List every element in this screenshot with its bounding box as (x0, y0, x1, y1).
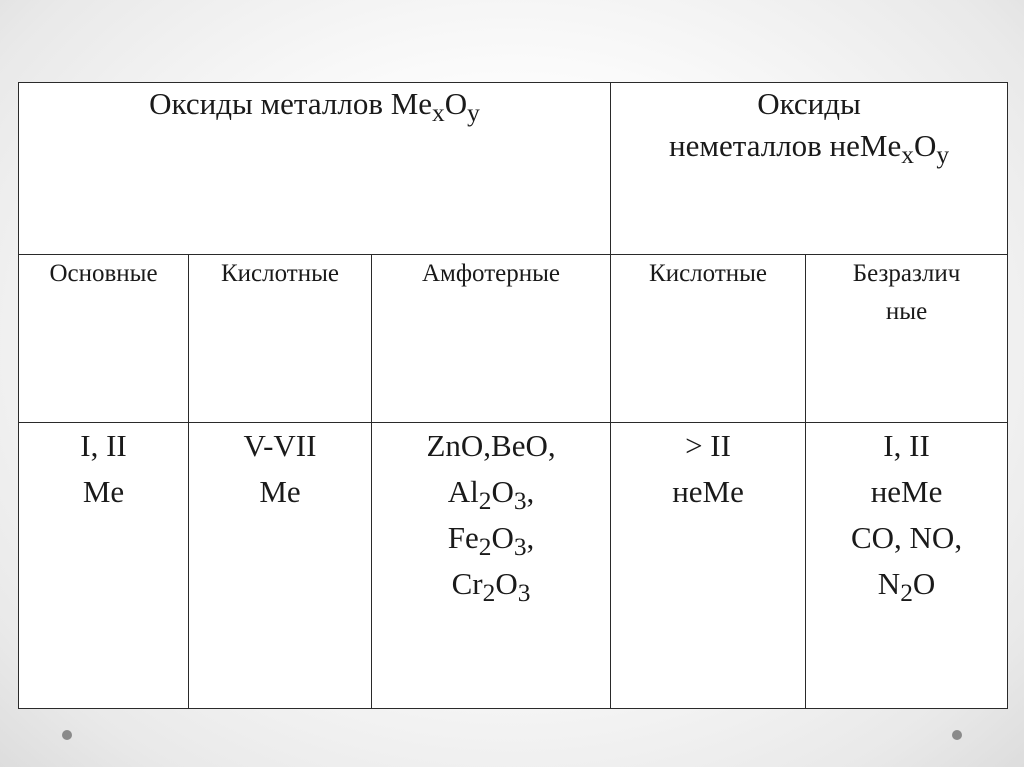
table-type-row (19, 255, 1008, 423)
right-decor-dot (952, 730, 962, 740)
type-basic: Основные (19, 255, 189, 423)
type-acidic-metal: Кислотные (189, 255, 372, 423)
value-amphoteric: ZnO,BeO, $Al_2O_3$, $Fe_2O_3$, $Cr_2O_3$ (372, 423, 611, 709)
type-acidic-nonmetal: Кислотные (611, 255, 806, 423)
table-value-row (19, 423, 1008, 709)
table-header-row (19, 83, 1008, 255)
value-acidic-nonmetal: > II неMe (611, 423, 806, 709)
header-metal-oxides: Оксиды металлов $Me_xO_y$ (19, 83, 611, 255)
type-amphoteric: Амфотерные (372, 255, 611, 423)
value-acidic-metal: V-VII Me (189, 423, 372, 709)
oxides-table (18, 82, 1008, 709)
header-nonmetal-oxides: Оксиды неметаллов $неMe_xO_y$ (611, 83, 1008, 255)
value-basic: I, II Me (19, 423, 189, 709)
left-decor-dot (62, 730, 72, 740)
value-indifferent: I, II неMe CO, NO, $N_2O$ (806, 423, 1008, 709)
type-indifferent: Безразлич ные (806, 255, 1008, 423)
